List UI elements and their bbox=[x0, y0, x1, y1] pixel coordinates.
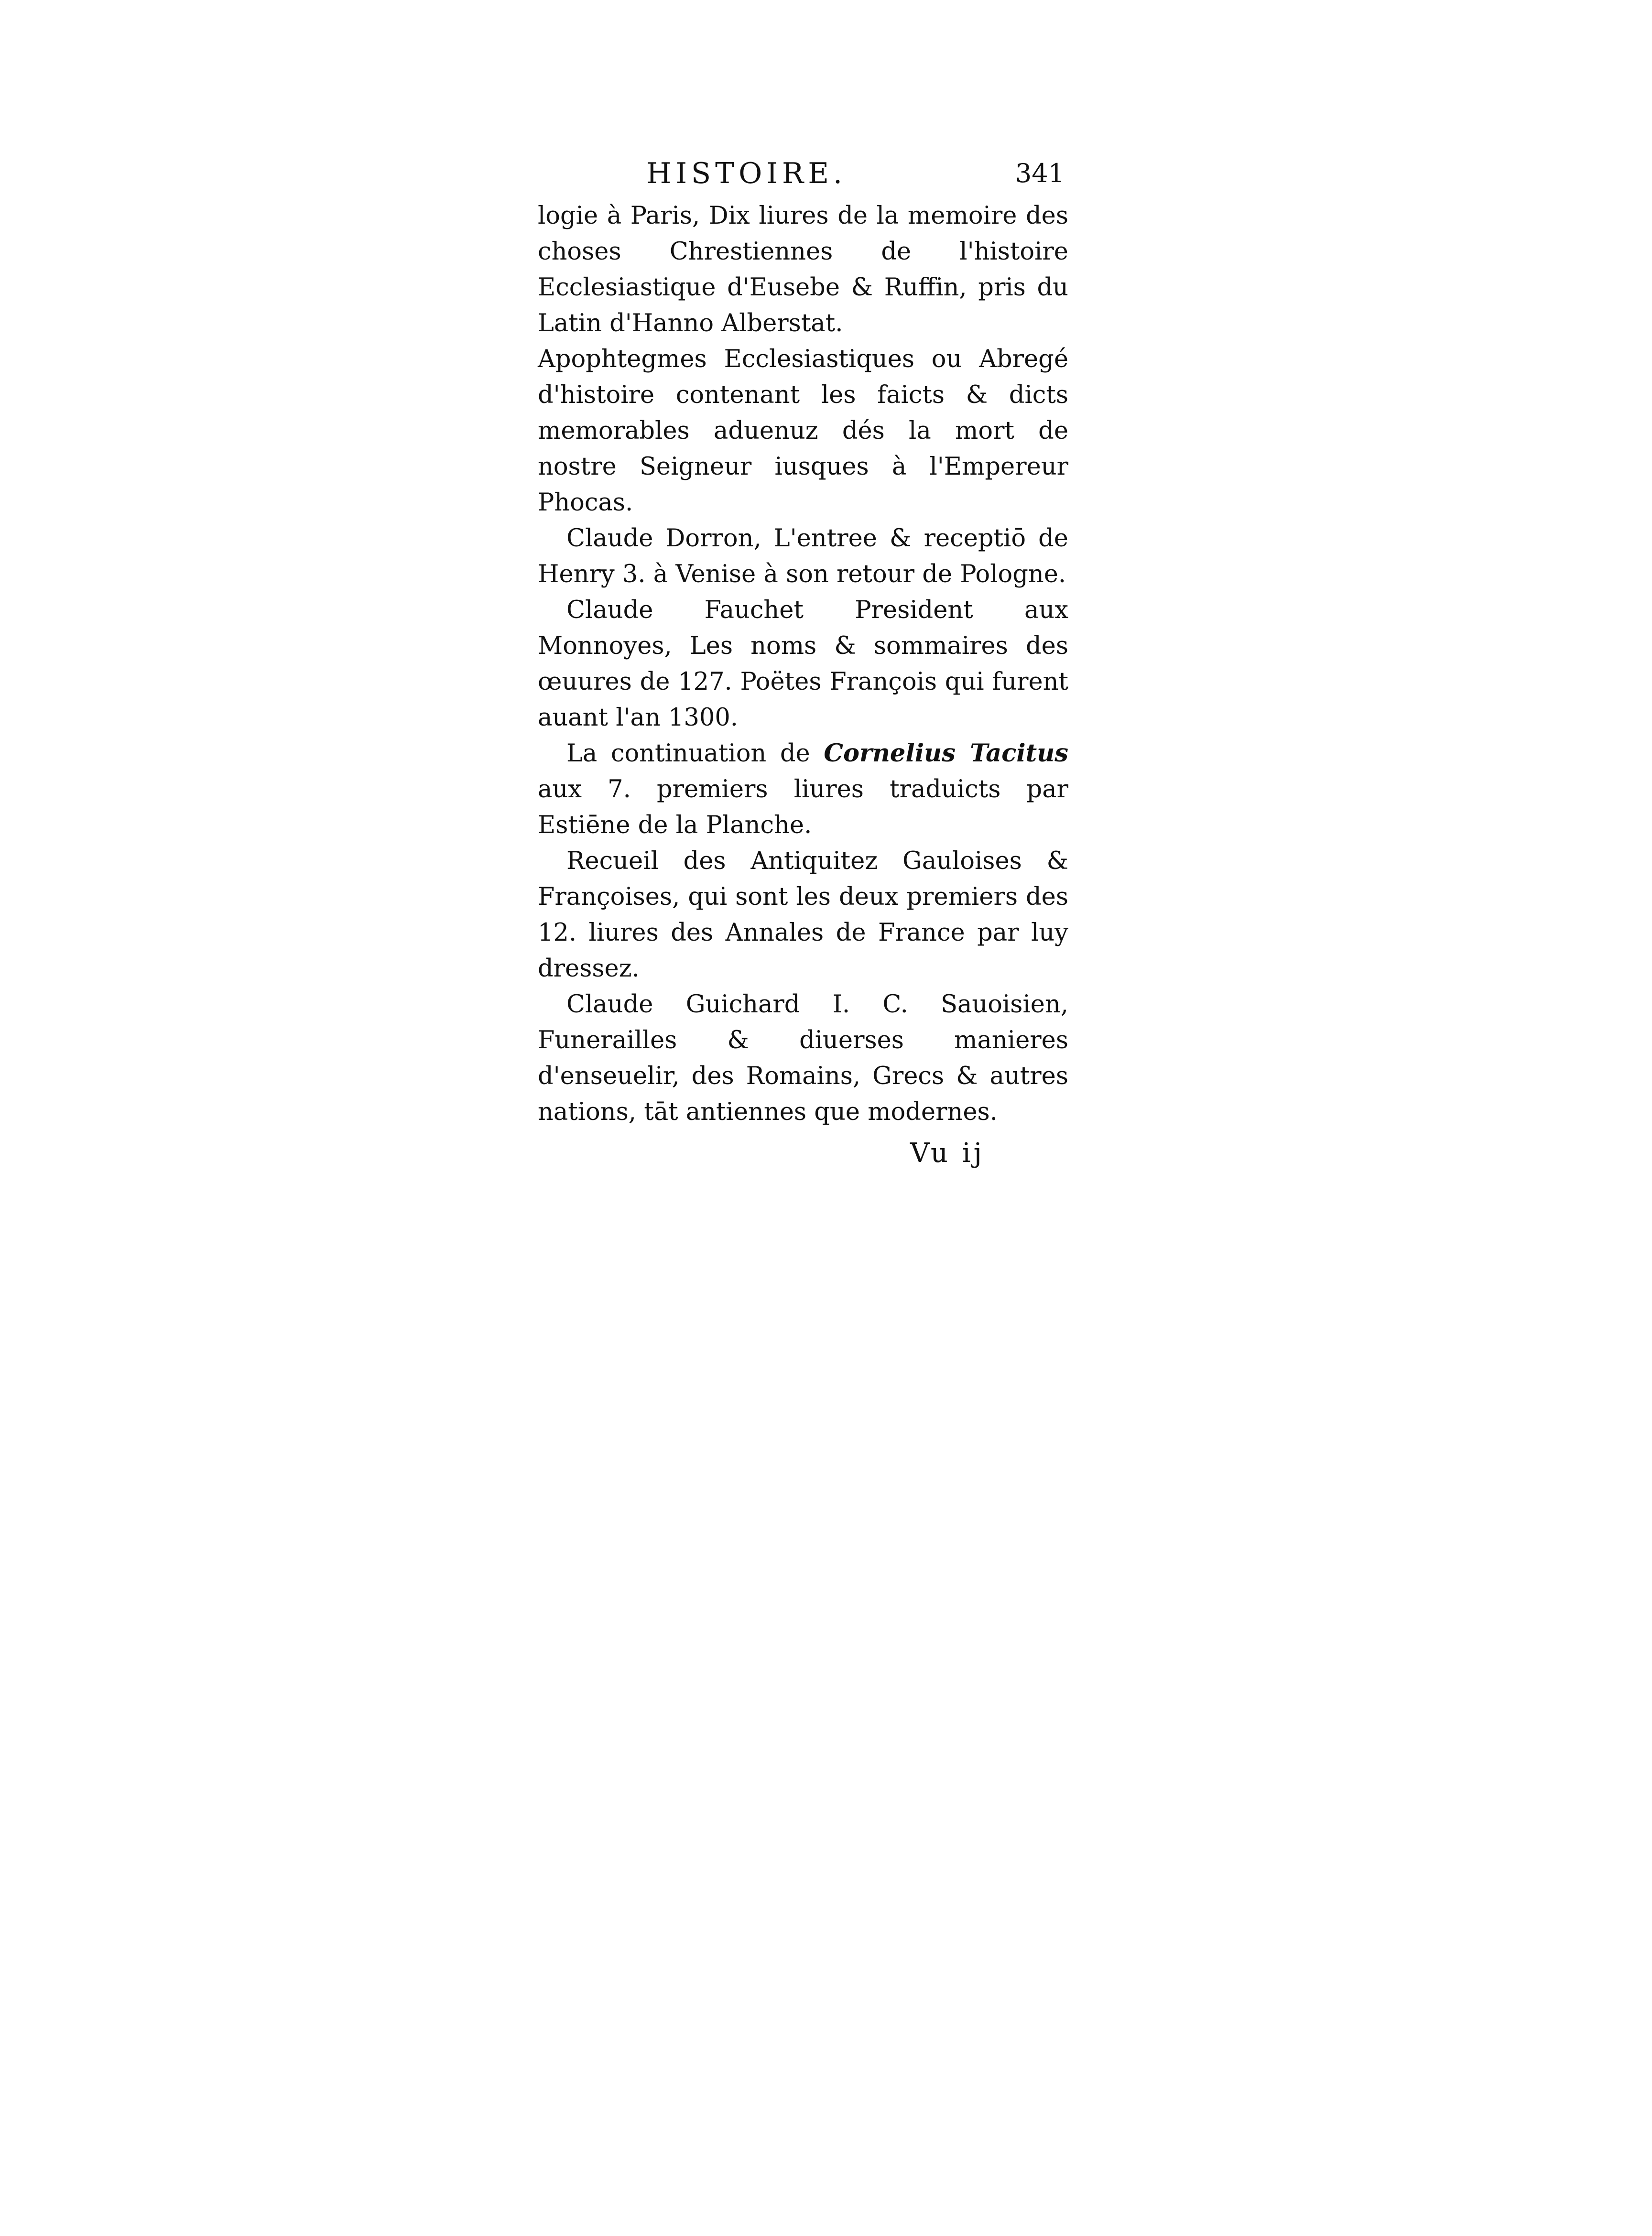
paragraph-recueil: Recueil des Antiquitez Gauloises & Françoises, qui sont les deux premiers des 12. liures des Annales de France par luy dressez. bbox=[538, 847, 1068, 983]
page-body bbox=[538, 198, 1068, 1130]
page-header bbox=[538, 153, 1068, 194]
running-title: HISTOIRE. bbox=[646, 157, 847, 190]
paragraph-claude-fauchet: Claude Fauchet President aux Monnoyes, Les noms & sommaires des œuures de 127. Poëtes François qui furent auant l'an 1300. bbox=[538, 596, 1068, 732]
paragraph-tacitus bbox=[538, 736, 1068, 843]
paragraph-tacitus-after: aux 7. premiers liures traduicts par Estiēne de la Planche. bbox=[538, 775, 1068, 839]
text-column bbox=[538, 153, 1068, 1174]
italic-name-cornelius-tacitus: Cornelius Tacitus bbox=[824, 739, 1068, 768]
signature-mark: Vu ij bbox=[910, 1138, 985, 1169]
paragraph-apophtegmes: Apophtegmes Ecclesiastiques ou Abregé d'histoire contenant les faicts & dicts memorables aduenuz dés la mort de nostre Seigneur iusques à l'Empereur Phocas. bbox=[538, 345, 1068, 517]
paragraph-claude-guichard: Claude Guichard I. C. Sauoisien, Funerailles & diuerses manieres d'enseuelir, des Romains, Grecs & autres nations, tāt antiennes que modernes. bbox=[538, 990, 1068, 1126]
paragraph-claude-dorron: Claude Dorron, L'entree & receptiō de Henry 3. à Venise à son retour de Pologne. bbox=[538, 524, 1068, 588]
page-number: 341 bbox=[1015, 158, 1065, 188]
paragraph-tacitus-before: La continuation de bbox=[566, 739, 824, 768]
paragraph-continuation: logie à Paris, Dix liures de la memoire des choses Chrestiennes de l'histoire Ecclesiastique d'Eusebe & Ruffin, pris du Latin d'Hanno Alberstat. bbox=[538, 202, 1068, 337]
